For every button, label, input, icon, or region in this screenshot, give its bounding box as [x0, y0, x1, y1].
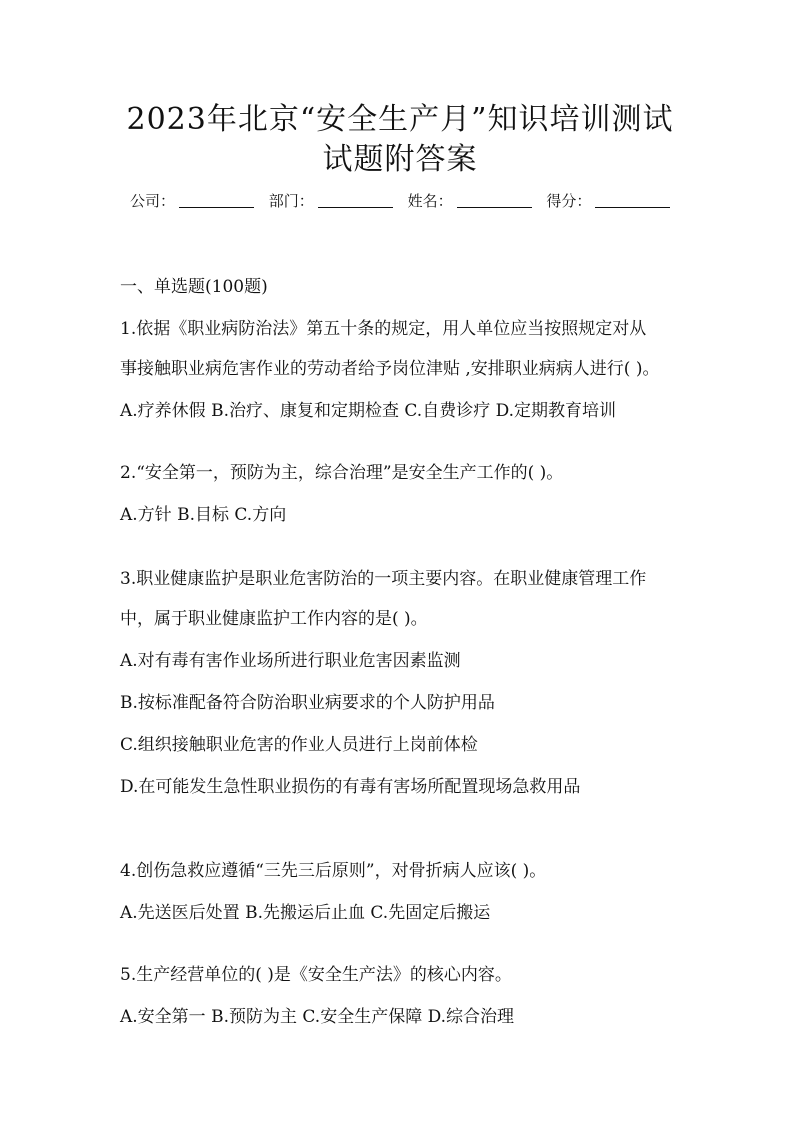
department-blank	[318, 191, 393, 208]
score-field	[546, 190, 670, 212]
department-label: 部门：	[268, 192, 314, 210]
name-field	[408, 190, 532, 212]
question-3-stem-line-2: 中，属于职业健康监护工作内容的是( )。	[120, 609, 428, 629]
company-label: 公司：	[130, 192, 176, 210]
name-label: 姓名：	[407, 192, 453, 210]
department-field	[269, 190, 393, 212]
question-1-stem-line-2: 事接触职业病危害作业的劳动者给予岗位津贴 ,安排职业病病人进行( )。	[120, 359, 660, 379]
question-2-stem: 2.“安全第一，预防为主，综合治理”是安全生产工作的( )。	[120, 463, 564, 483]
company-blank	[179, 191, 254, 208]
question-3-option-b: B.按标准配备符合防治职业病要求的个人防护用品	[120, 693, 495, 713]
question-3-option-d: D.在可能发生急性职业损伤的有毒有害场所配置现场急救用品	[120, 777, 581, 797]
question-5-stem: 5.生产经营单位的( )是《安全生产法》的核心内容。	[120, 965, 512, 985]
question-4-stem: 4.创伤急救应遵循“三先三后原则”，对骨折病人应该( )。	[120, 861, 547, 881]
question-1-options: A.疗养休假 B.治疗、康复和定期检查 C.自费诊疗 D.定期教育培训	[120, 401, 617, 421]
question-2-options: A.方针 B.目标 C.方向	[120, 505, 287, 525]
section-heading: 一、单选题(100题)	[120, 277, 268, 297]
document-title-line-2: 试题附答案	[322, 142, 478, 177]
question-5-options: A.安全第一 B.预防为主 C.安全生产保障 D.综合治理	[120, 1007, 515, 1027]
company-field	[130, 190, 254, 212]
question-3-option-c: C.组织接触职业危害的作业人员进行上岗前体检	[120, 735, 478, 755]
question-3-stem-line-1: 3.职业健康监护是职业危害防治的一项主要内容。在职业健康管理工作	[120, 569, 647, 589]
question-3-option-a: A.对有毒有害作业场所进行职业危害因素监测	[120, 651, 461, 671]
question-4-options: A.先送医后处置 B.先搬运后止血 C.先固定后搬运	[120, 903, 491, 923]
name-blank	[457, 191, 532, 208]
score-blank	[595, 191, 670, 208]
question-1-stem-line-1: 1.依据《职业病防治法》第五十条的规定，用人单位应当按照规定对从	[120, 319, 647, 339]
info-row	[130, 190, 690, 212]
document-title-line-1: 2023年北京“安全生产月”知识培训测试	[126, 102, 674, 137]
score-label: 得分：	[546, 192, 592, 210]
